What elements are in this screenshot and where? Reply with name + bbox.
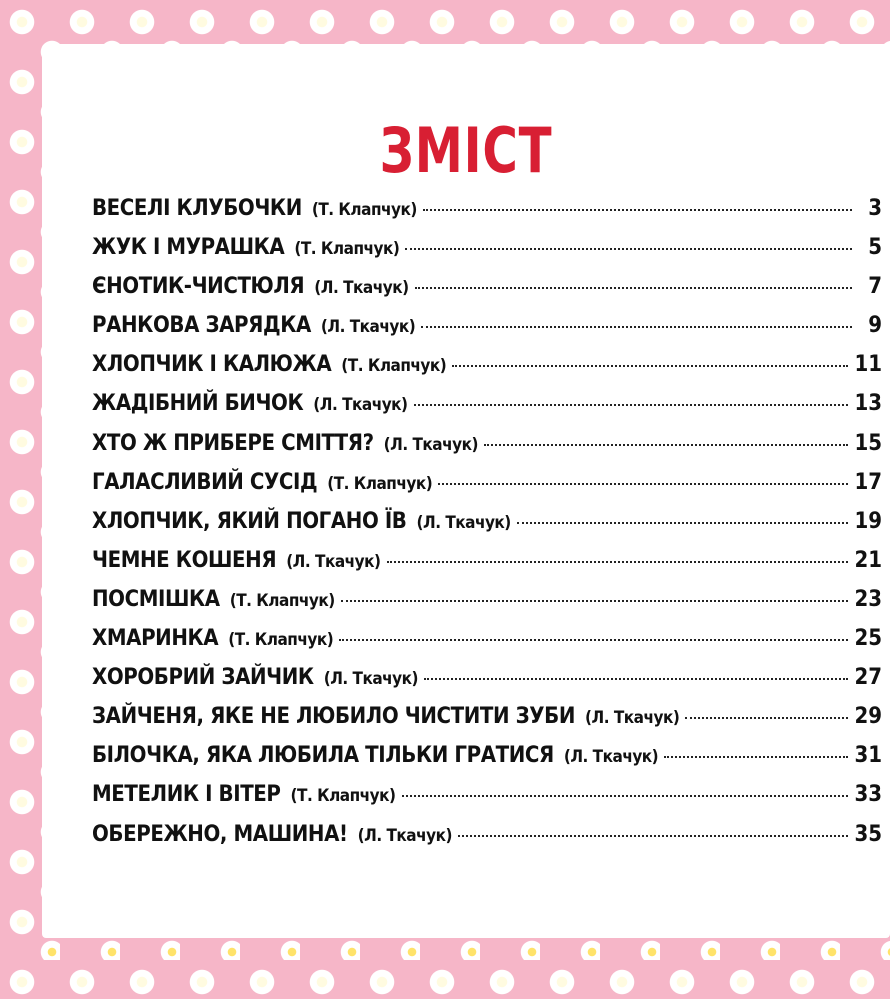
toc-entry[interactable]	[92, 782, 882, 821]
toc-leader-dots	[458, 835, 849, 837]
toc-entry[interactable]	[92, 743, 882, 782]
toc-page-number: 19	[854, 508, 882, 534]
toc-author: (Л. Ткачук)	[416, 512, 511, 533]
toc-leader-dots	[452, 365, 848, 367]
toc-entry[interactable]	[92, 665, 882, 704]
toc-author: (Л. Ткачук)	[286, 551, 381, 572]
toc-page-number: 21	[854, 547, 882, 573]
toc-story-title: ЄНОТИК-ЧИСТЮЛЯ	[92, 274, 305, 300]
toc-leader-dots	[414, 404, 849, 406]
toc-story-title: ГАЛАСЛИВИЙ СУСІД	[92, 469, 318, 495]
toc-leader-dots	[421, 326, 852, 328]
toc-story-title: ЖУК І МУРАШКА	[92, 235, 285, 261]
toc-page-number: 23	[854, 586, 882, 612]
toc-page-number: 31	[854, 743, 882, 769]
toc-leader-dots	[339, 639, 848, 641]
toc-page-number: 25	[854, 626, 882, 652]
toc-author: (Т. Клапчук)	[229, 590, 335, 611]
toc-entry[interactable]	[92, 431, 882, 470]
toc-page-number: 13	[854, 391, 882, 417]
toc-leader-dots	[402, 795, 849, 797]
toc-author: (Л. Ткачук)	[314, 278, 409, 299]
page-title: ЗМІСТ	[379, 114, 553, 187]
toc-author: (Л. Ткачук)	[323, 669, 419, 690]
toc-author: (Т. Клапчук)	[327, 473, 433, 494]
toc-page-number: 9	[868, 313, 882, 339]
toc-story-title: ХОРОБРИЙ ЗАЙЧИК	[92, 665, 314, 691]
toc-story-title: ХЛОПЧИК І КАЛЮЖА	[92, 352, 332, 378]
toc-author: (Л. Ткачук)	[357, 825, 452, 846]
toc-author: (Л. Ткачук)	[313, 395, 408, 416]
toc-leader-dots	[484, 444, 848, 446]
toc-story-title: ХМАРИНКА	[92, 626, 219, 652]
toc-author: (Т. Клапчук)	[341, 356, 447, 377]
toc-entry[interactable]	[92, 548, 882, 587]
toc-page-number: 17	[854, 469, 882, 495]
toc-page-number: 5	[868, 235, 882, 261]
toc-entry[interactable]	[92, 313, 882, 352]
toc-author: (Т. Клапчук)	[311, 200, 417, 220]
toc-entry[interactable]	[92, 235, 882, 274]
toc-entry[interactable]	[92, 391, 882, 430]
toc-story-title: БІЛОЧКА, ЯКА ЛЮБИЛА ТІЛЬКИ ГРАТИСЯ	[92, 743, 554, 769]
toc-entry[interactable]	[92, 626, 882, 665]
toc-page-number: 35	[854, 821, 882, 847]
toc-page-number: 29	[854, 704, 882, 730]
toc-page-number: 15	[854, 430, 882, 456]
toc-page-number: 11	[854, 352, 882, 378]
toc-story-title: ВЕСЕЛІ КЛУБОЧКИ	[92, 196, 302, 221]
toc-leader-dots	[387, 561, 849, 563]
page-sheet	[42, 44, 890, 938]
toc-leader-dots	[517, 522, 849, 524]
toc-leader-dots	[415, 287, 852, 289]
toc-page-number: 33	[854, 782, 882, 808]
toc-author: (Т. Клапчук)	[290, 786, 396, 807]
toc-entry[interactable]	[92, 587, 882, 626]
toc-author: (Л. Ткачук)	[585, 708, 680, 729]
toc-entry[interactable]	[92, 822, 882, 861]
table-of-contents	[92, 196, 882, 861]
toc-leader-dots	[438, 483, 848, 485]
toc-story-title: РАНКОВА ЗАРЯДКА	[92, 313, 311, 339]
toc-story-title: ЧЕМНЕ КОШЕНЯ	[92, 547, 277, 573]
toc-leader-dots	[664, 756, 848, 758]
toc-story-title: ОБЕРЕЖНО, МАШИНА!	[92, 821, 348, 847]
toc-story-title: ХЛОПЧИК, ЯКИЙ ПОГАНО ЇВ	[92, 508, 407, 534]
toc-author: (Т. Клапчук)	[228, 630, 334, 651]
toc-entry[interactable]	[92, 196, 882, 235]
toc-leader-dots	[685, 717, 848, 719]
toc-story-title: ПОСМІШКА	[92, 586, 220, 612]
toc-author: (Л. Ткачук)	[320, 317, 416, 338]
toc-entry[interactable]	[92, 470, 882, 509]
toc-leader-dots	[423, 209, 852, 211]
toc-page-number: 3	[868, 196, 882, 221]
toc-page-number: 7	[868, 274, 882, 300]
toc-page-number: 27	[854, 665, 882, 691]
toc-story-title: ЖАДІБНИЙ БИЧОК	[92, 391, 304, 417]
toc-leader-dots	[341, 600, 849, 602]
toc-leader-dots	[405, 248, 852, 250]
toc-author: (Л. Ткачук)	[563, 747, 659, 768]
toc-entry[interactable]	[92, 352, 882, 391]
toc-entry[interactable]	[92, 509, 882, 548]
toc-story-title: МЕТЕЛИК І ВІТЕР	[92, 782, 281, 808]
toc-author: (Т. Клапчук)	[294, 239, 400, 260]
toc-author: (Л. Ткачук)	[383, 434, 478, 455]
toc-story-title: ЗАЙЧЕНЯ, ЯКЕ НЕ ЛЮБИЛО ЧИСТИТИ ЗУБИ	[92, 704, 576, 730]
toc-leader-dots	[424, 678, 848, 680]
toc-entry[interactable]	[92, 704, 882, 743]
toc-story-title: ХТО Ж ПРИБЕРЕ СМІТТЯ?	[92, 430, 374, 456]
toc-entry[interactable]	[92, 274, 882, 313]
